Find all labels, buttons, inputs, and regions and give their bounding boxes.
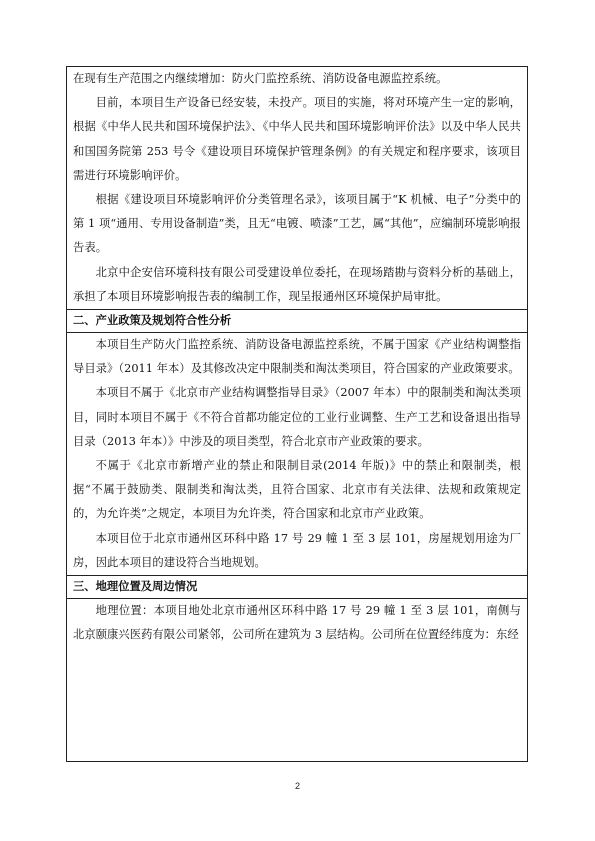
- section-heading: 三、地理位置及周边情况: [67, 575, 527, 599]
- section-heading: 二、产业政策及规划符合性分析: [67, 309, 527, 333]
- paragraph: 本项目不属于《北京市产业结构调整指导目录》（2007 年本）中的限制类和淘汰类项目，同时本项目不属于《不符合首都功能定位的工业行业调整、生产工艺和设备退出指导目录（2013 年本）》中涉及的项目类型，符合北京市产业政策的要求。: [73, 386, 521, 448]
- paragraph: 本项目位于北京市通州区环科中路 17 号 29 幢 1 至 3 层 101，房屋规划用途为厂房，因此本项目的建设符合当地规划。: [73, 531, 521, 569]
- paragraph: 在现有生产范围之内继续增加：防火门监控系统、消防设备电源监控系统。: [73, 72, 448, 85]
- paragraph: 根据《建设项目环境影响评价分类管理名录》，该项目属于“K 机械、电子”分类中的第 1 项“通用、专用设备制造”类，且无“电镀、喷漆”工艺，属“其他”，应编制环境影响报告表。: [73, 193, 521, 255]
- paragraph: 北京中企安信环境科技有限公司受建设单位委托，在现场踏勘与资料分析的基础上，承担了本项目环境影响报告表的编制工作，现呈报通州区环境保护局审批。: [73, 265, 521, 303]
- content-frame: [66, 66, 528, 762]
- page-number: 2: [294, 781, 300, 791]
- section-industry-policy: [67, 309, 527, 575]
- paragraph: 本项目生产防火门监控系统、消防设备电源监控系统，不属于国家《产业结构调整指导目录》（2011 年本）及其修改决定中限制类和淘汰类项目，符合国家的产业政策要求。: [73, 338, 521, 376]
- paragraph: 地理位置：本项目地处北京市通州区环科中路 17 号 29 幢 1 至 3 层 101，南侧与北京颐康兴医药有限公司紧邻，公司所在建筑为 3 层结构。公司所在位置经纬度为：东经: [73, 604, 521, 642]
- section-intro: [67, 67, 527, 309]
- paragraph: 目前，本项目生产设备已经安装，未投产。项目的实施，将对环境产生一定的影响，根据《中华人民共和国环境保护法》、《中华人民共和国环境影响评价法》以及中华人民共和国国务院第 253 号令《建设项目环境保护管理条例》的有关规定和程序要求，该项目需进行环境影响评价。: [73, 96, 521, 182]
- section-location: [67, 575, 527, 647]
- paragraph: 不属于《北京市新增产业的禁止和限制目录(2014 年版)》中的禁止和限制类，根据“不属于鼓励类、限制类和淘汰类，且符合国家、北京市有关法律、法规和政策规定的，为允许类”之规定，本项目为允许类，符合国家和北京市产业政策。: [73, 459, 521, 521]
